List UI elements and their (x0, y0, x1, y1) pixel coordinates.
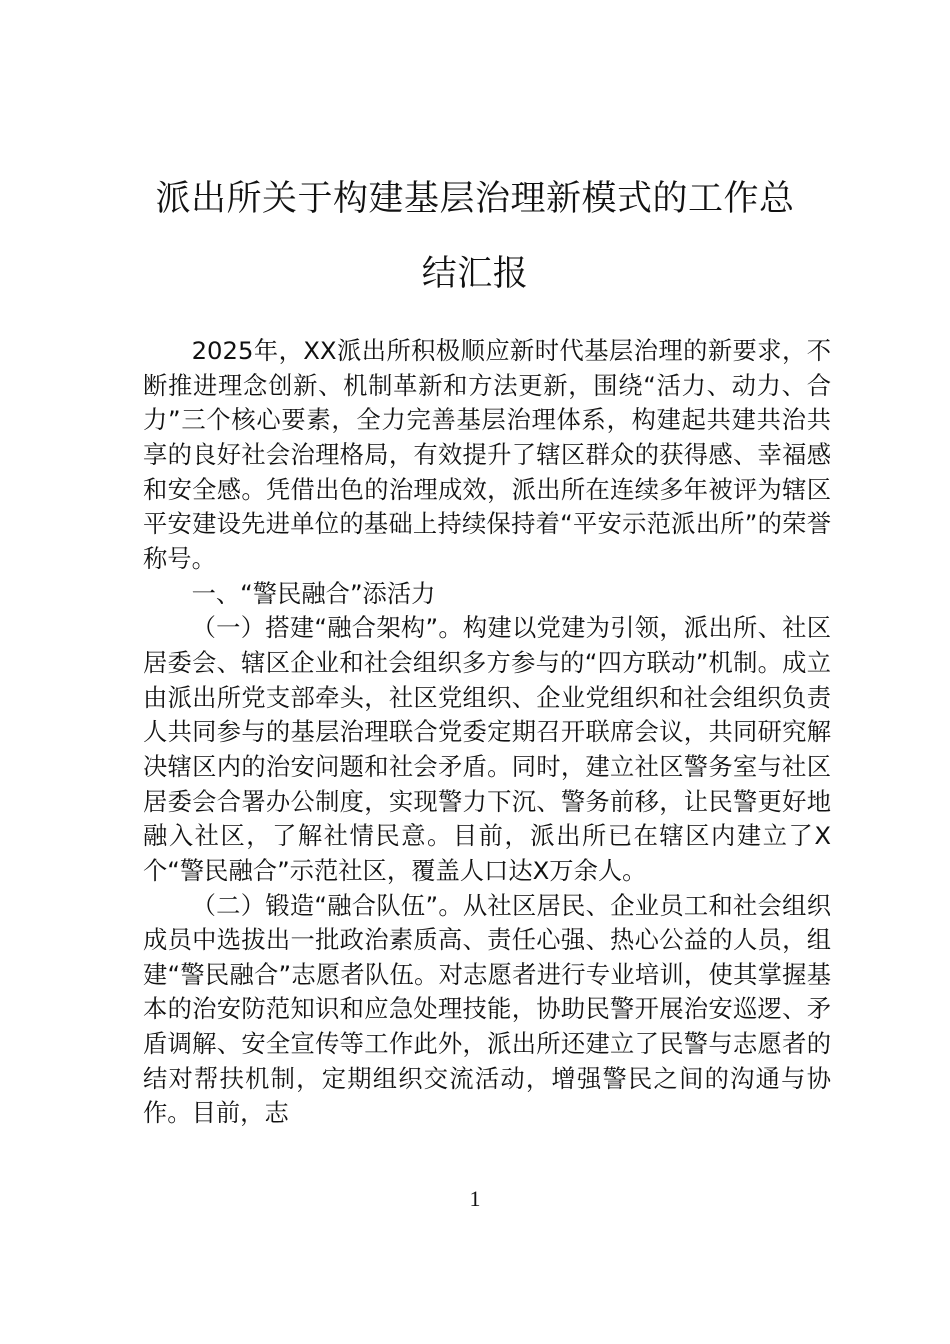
paragraph-intro: 2025年，XX派出所积极顺应新时代基层治理的新要求，不断推进理念创新、机制革新和方法更新，围绕“活力、动力、合力”三个核心要素，全力完善基层治理体系，构建起共建共治共享的良好社会治理格局，有效提升了辖区群众的获得感、幸福感和安全感。凭借出色的治理成效，派出所在连续多年被评为辖区平安建设先进单位的基础上持续保持着“平安示范派出所”的荣誉称号。 (143, 336, 831, 573)
document-body (143, 334, 831, 1131)
paragraph-subsection-2: （二）锻造“融合队伍”。从社区居民、企业员工和社会组织成员中选拔出一批政治素质高、责任心强、热心公益的人员，组建“警民融合”志愿者队伍。对志愿者进行专业培训，使其掌握基本的治安防范知识和应急处理技能，协助民警开展治安巡逻、矛盾调解、安全宣传等工作此外，派出所还建立了民警与志愿者的结对帮扶机制，定期组织交流活动，增强警民之间的沟通与协作。目前，志 (143, 890, 831, 1128)
section-heading-1: 一、“警民融合”添活力 (191, 578, 436, 608)
document-title (140, 162, 810, 312)
paragraph-subsection-1: （一）搭建“融合架构”。构建以党建为引领，派出所、社区居委会、辖区企业和社会组织多方参与的“四方联动”机制。成立由派出所党支部牵头，社区党组织、企业党组织和社会组织负责人共同参与的基层治理联合党委定期召开联席会议，共同研究解决辖区内的治安问题和社会矛盾。同时，建立社区警务室与社区居委会合署办公制度，实现警力下沉、警务前移，让民警更好地融入社区，了解社情民意。目前，派出所已在辖区内建立了X个“警民融合”示范社区，覆盖人口达X万余人。 (143, 613, 831, 885)
title-line-2: 结汇报 (421, 254, 529, 294)
page-number: 1 (469, 1186, 481, 1211)
title-line-1: 派出所关于构建基层治理新模式的工作总 (155, 179, 795, 219)
